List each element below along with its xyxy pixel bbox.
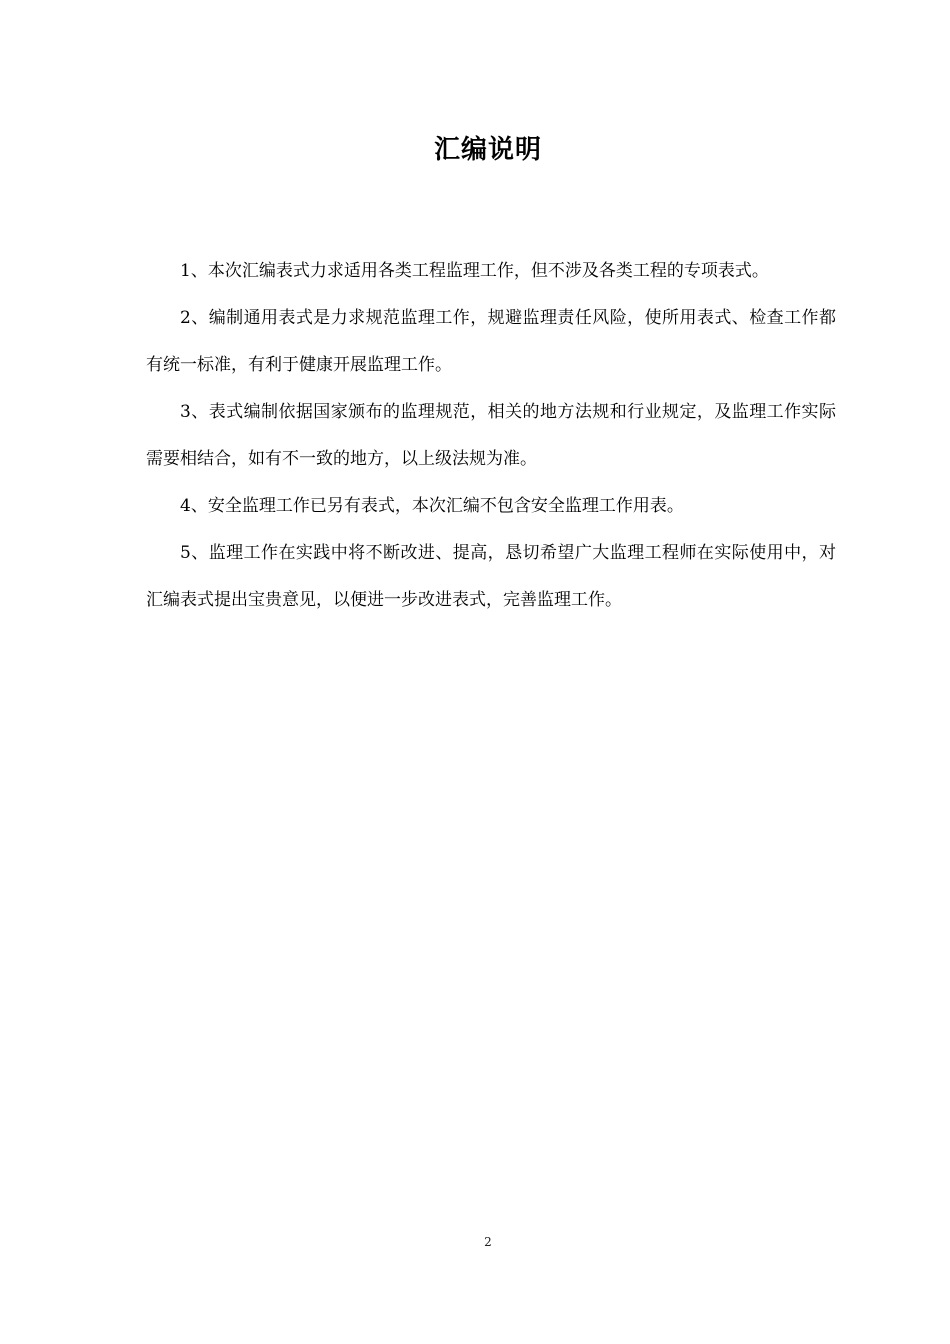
paragraph-4: 4、安全监理工作已另有表式，本次汇编不包含安全监理工作用表。 [180,496,684,516]
paragraph-5: 5、监理工作在实践中将不断改进、提高，恳切希望广大监理工程师在实际使用中，对汇编表式提出宝贵意见，以便进一步改进表式，完善监理工作。 [146,543,836,610]
paragraph-2: 2、编制通用表式是力求规范监理工作，规避监理责任风险，使所用表式、检查工作都有统一标准，有利于健康开展监理工作。 [146,308,836,375]
paragraph-3: 3、表式编制依据国家颁布的监理规范，相关的地方法规和行业规定，及监理工作实际需要相结合，如有不一致的地方，以上级法规为准。 [146,402,836,469]
page-title: 汇编说明 [433,135,542,165]
page-number: 2 [484,1235,492,1249]
document-body [146,248,836,624]
paragraph-1: 1、本次汇编表式力求适用各类工程监理工作，但不涉及各类工程的专项表式。 [180,261,769,281]
